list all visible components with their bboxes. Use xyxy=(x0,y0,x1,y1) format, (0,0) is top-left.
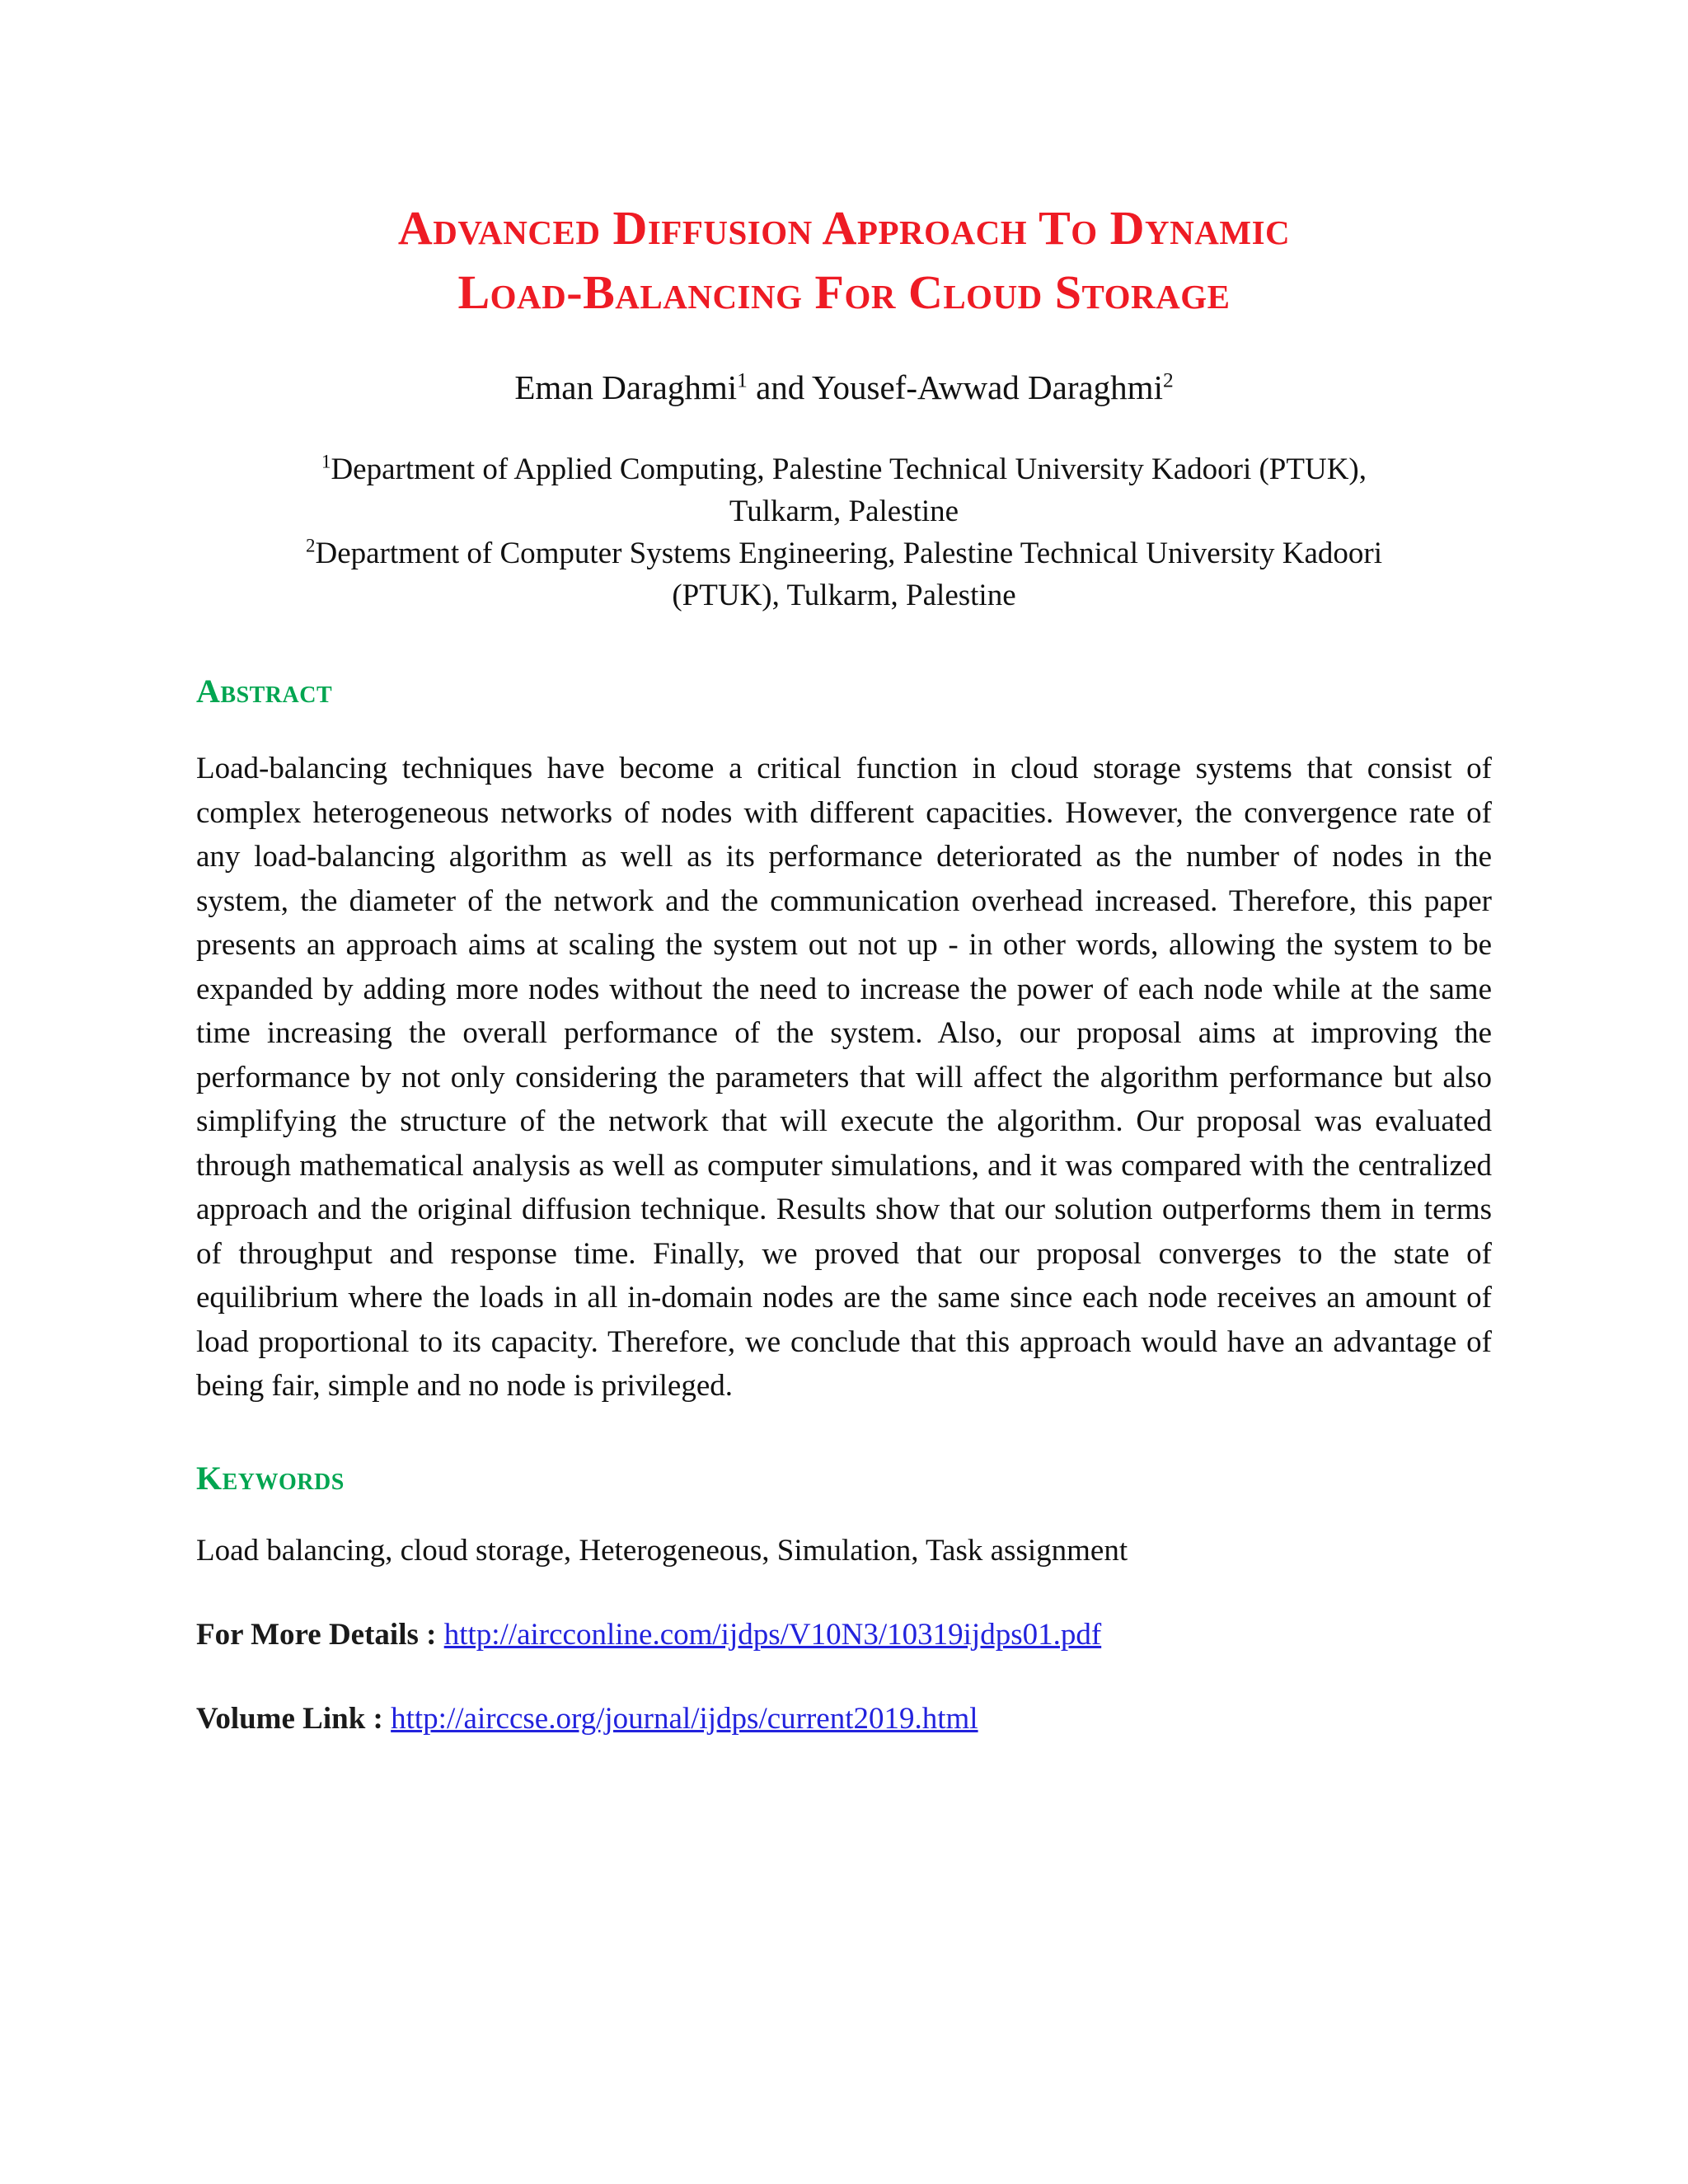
keywords-body: Load balancing, cloud storage, Heterogeneous, Simulation, Task assignment xyxy=(196,1533,1128,1568)
affiliation-marker-2: 2 xyxy=(306,535,316,556)
author-name-1: Eman Daraghmi xyxy=(514,368,738,406)
author-affiliation-marker-2: 2 xyxy=(1162,368,1174,392)
paper-title-line-2: Load-Balancing For Cloud Storage xyxy=(457,265,1231,319)
author-name-2: Yousef-Awwad Daraghmi xyxy=(812,368,1163,406)
paper-title-line-1: Advanced Diffusion Approach To Dynamic xyxy=(397,201,1291,255)
volume-link-label: Volume Link : xyxy=(196,1701,383,1736)
affiliation-2-line-2: (PTUK), Tulkarm, Palestine xyxy=(672,579,1016,612)
affiliation-list xyxy=(0,448,1688,616)
keywords-heading: Keywords xyxy=(196,1459,345,1497)
volume-link-row xyxy=(196,1699,1492,1740)
author-affiliation-marker-1: 1 xyxy=(737,368,748,392)
affiliation-marker-1: 1 xyxy=(321,451,331,472)
author-list xyxy=(0,366,1688,409)
abstract-heading: Abstract xyxy=(196,673,333,710)
author-conjunction: and xyxy=(747,368,813,406)
affiliation-1-line-1 xyxy=(247,448,1441,490)
more-details-link[interactable]: http://aircconline.com/ijdps/V10N3/10319ijdps01.pdf xyxy=(443,1617,1102,1652)
affiliation-2-text: Department of Computer Systems Engineering, Palestine Technical University Kadoori xyxy=(315,537,1382,570)
paper-title xyxy=(0,196,1688,325)
more-details-label: For More Details : xyxy=(196,1617,437,1652)
affiliation-2-line-1 xyxy=(247,532,1441,574)
abstract-body: Load-balancing techniques have become a critical function in cloud storage systems that consist of complex heterogeneous networks of nodes with different capacities. However, the convergence rate of any load-balancing algorithm as well as its performance deteriorated as the number of nodes in the system, the diameter of the network and the communication overhead increased. Therefore, this paper presents an approach aims at scaling the system out not up - in other words, allowing the system to be expanded by adding more nodes without the need to increase the power of each node while at the same time increasing the overall performance of the system. Also, our proposal aims at improving the performance by not only considering the parameters that will affect the algorithm performance but also simplifying the structure of the network that will execute the algorithm. Our proposal was evaluated through mathematical analysis as well as computer simulations, and it was compared with the centralized approach and the original diffusion technique. Results show that our solution outperforms them in terms of throughput and response time. Finally, we proved that our proposal converges to the state of equilibrium where the loads in all in-domain nodes are the same since each node receives an amount of load proportional to its capacity. Therefore, we conclude that this approach would have an advantage of being fair, simple and no node is privileged. xyxy=(196,752,1492,1403)
document-body xyxy=(0,673,1688,1740)
volume-link[interactable]: http://airccse.org/journal/ijdps/current2019.html xyxy=(391,1701,978,1736)
affiliation-1-text: Department of Applied Computing, Palestine Technical University Kadoori (PTUK), xyxy=(331,452,1367,486)
more-details-row xyxy=(196,1615,1492,1656)
affiliation-1-line-2: Tulkarm, Palestine xyxy=(729,494,959,528)
